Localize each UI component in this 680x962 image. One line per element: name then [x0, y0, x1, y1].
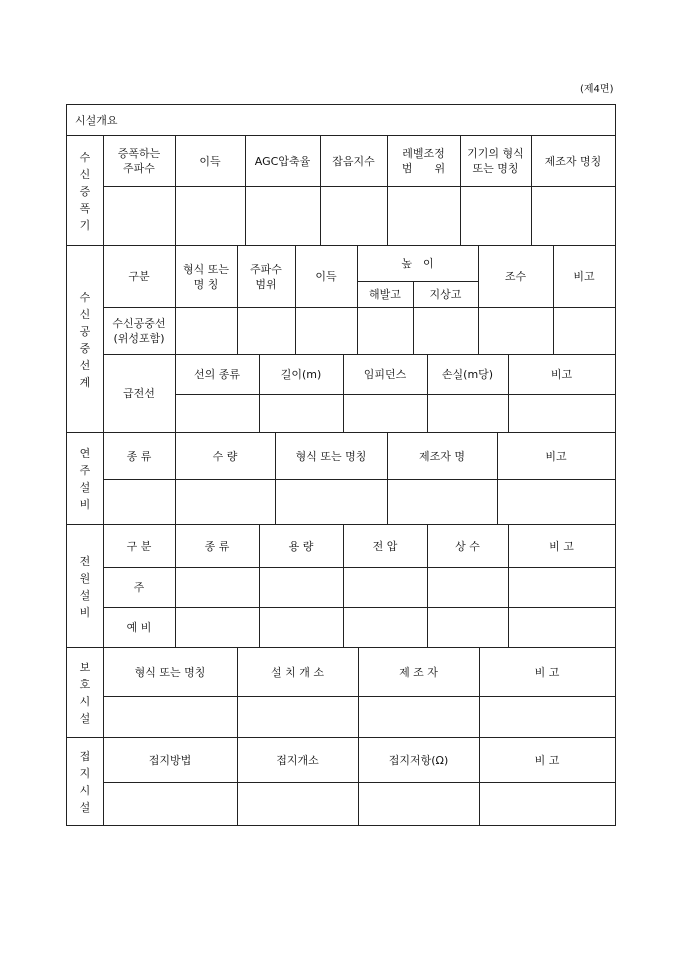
- row-feeder: 급전선: [123, 387, 155, 400]
- header-frequency-range: 주파수 범위: [250, 262, 282, 291]
- header-height: 높 이: [401, 257, 434, 270]
- header-power-remarks: 비 고: [549, 539, 574, 553]
- receiver-side-label: 수신증폭기: [79, 150, 91, 232]
- performance-side-label: 연주설비: [79, 447, 91, 511]
- header-count: 조수: [504, 270, 527, 283]
- header-line-type: 선의 종류: [193, 367, 240, 381]
- header-protection-remarks: 비 고: [534, 665, 560, 679]
- header-impedance: 임피던스: [363, 367, 407, 381]
- header-antenna-model: 형식 또는 명 칭: [182, 262, 229, 291]
- antenna-section: [67, 245, 615, 433]
- header-type: 종 류: [126, 449, 152, 463]
- header-power-type: 종 류: [204, 539, 230, 553]
- title-row: [67, 105, 615, 135]
- header-manufacturer: 제조자 명칭: [544, 154, 602, 168]
- header-feeder-remarks: 비고: [550, 367, 573, 381]
- header-grounding-remarks: 비 고: [534, 753, 560, 767]
- header-protection-model: 형식 또는 명칭: [134, 665, 206, 679]
- header-agc: AGC압축율: [254, 154, 311, 168]
- header-model: 기기의 형식 또는 명칭: [467, 147, 524, 175]
- power-section: [67, 524, 615, 648]
- header-amp-frequency: 증폭하는 주파수: [117, 147, 161, 175]
- header-loss: 손실(m당): [441, 367, 494, 381]
- header-protection-manufacturer: 제 조 자: [399, 665, 438, 679]
- header-voltage: 전 압: [372, 539, 398, 553]
- grounding-section: [67, 737, 615, 826]
- header-ground-height: 지상고: [429, 287, 462, 301]
- header-grounding-method: 접지방법: [148, 753, 192, 767]
- receiver-amplifier-section: [67, 135, 615, 246]
- header-performance-model: 형식 또는 명칭: [295, 449, 367, 463]
- header-altitude: 해발고: [369, 287, 401, 301]
- grounding-side-label: 접지시설: [79, 750, 91, 814]
- header-performance-remarks: 비고: [545, 449, 567, 463]
- header-grounding-resistance: 접지저항(Ω): [388, 753, 449, 767]
- header-antenna-remarks: 비고: [573, 270, 595, 283]
- page-label: (제4면): [580, 84, 614, 95]
- facility-overview-table: [66, 104, 616, 826]
- header-performance-manufacturer: 제조자 명: [418, 449, 465, 463]
- header-install-location: 설 치 개 소: [271, 665, 324, 679]
- header-category: 구분: [128, 270, 150, 283]
- row-main-power: 주: [133, 580, 145, 594]
- protection-section: [67, 647, 615, 738]
- header-antenna-gain: 이득: [315, 270, 337, 283]
- power-side-label: 전원설비: [79, 554, 91, 619]
- header-gain: 이득: [199, 154, 221, 168]
- antenna-side-label: 수신공중선계: [79, 290, 91, 389]
- header-power-category: 구 분: [126, 539, 152, 553]
- header-level-range: 레벨조정 범 위: [401, 147, 446, 175]
- row-receiving-antenna: 수신공중선 (위성포함): [112, 316, 166, 345]
- header-length: 길이(m): [280, 367, 322, 381]
- protection-side-label: 보호시설: [79, 661, 91, 725]
- header-quantity: 수 량: [212, 449, 238, 463]
- header-noise-figure: 잡음지수: [332, 154, 375, 168]
- header-capacity: 용 량: [288, 539, 314, 553]
- header-grounding-location: 접지개소: [276, 753, 319, 767]
- performance-section: [67, 432, 615, 525]
- header-phase: 상 수: [455, 539, 480, 553]
- row-backup-power: 예 비: [126, 621, 152, 634]
- table-title: 시설개요: [75, 114, 118, 127]
